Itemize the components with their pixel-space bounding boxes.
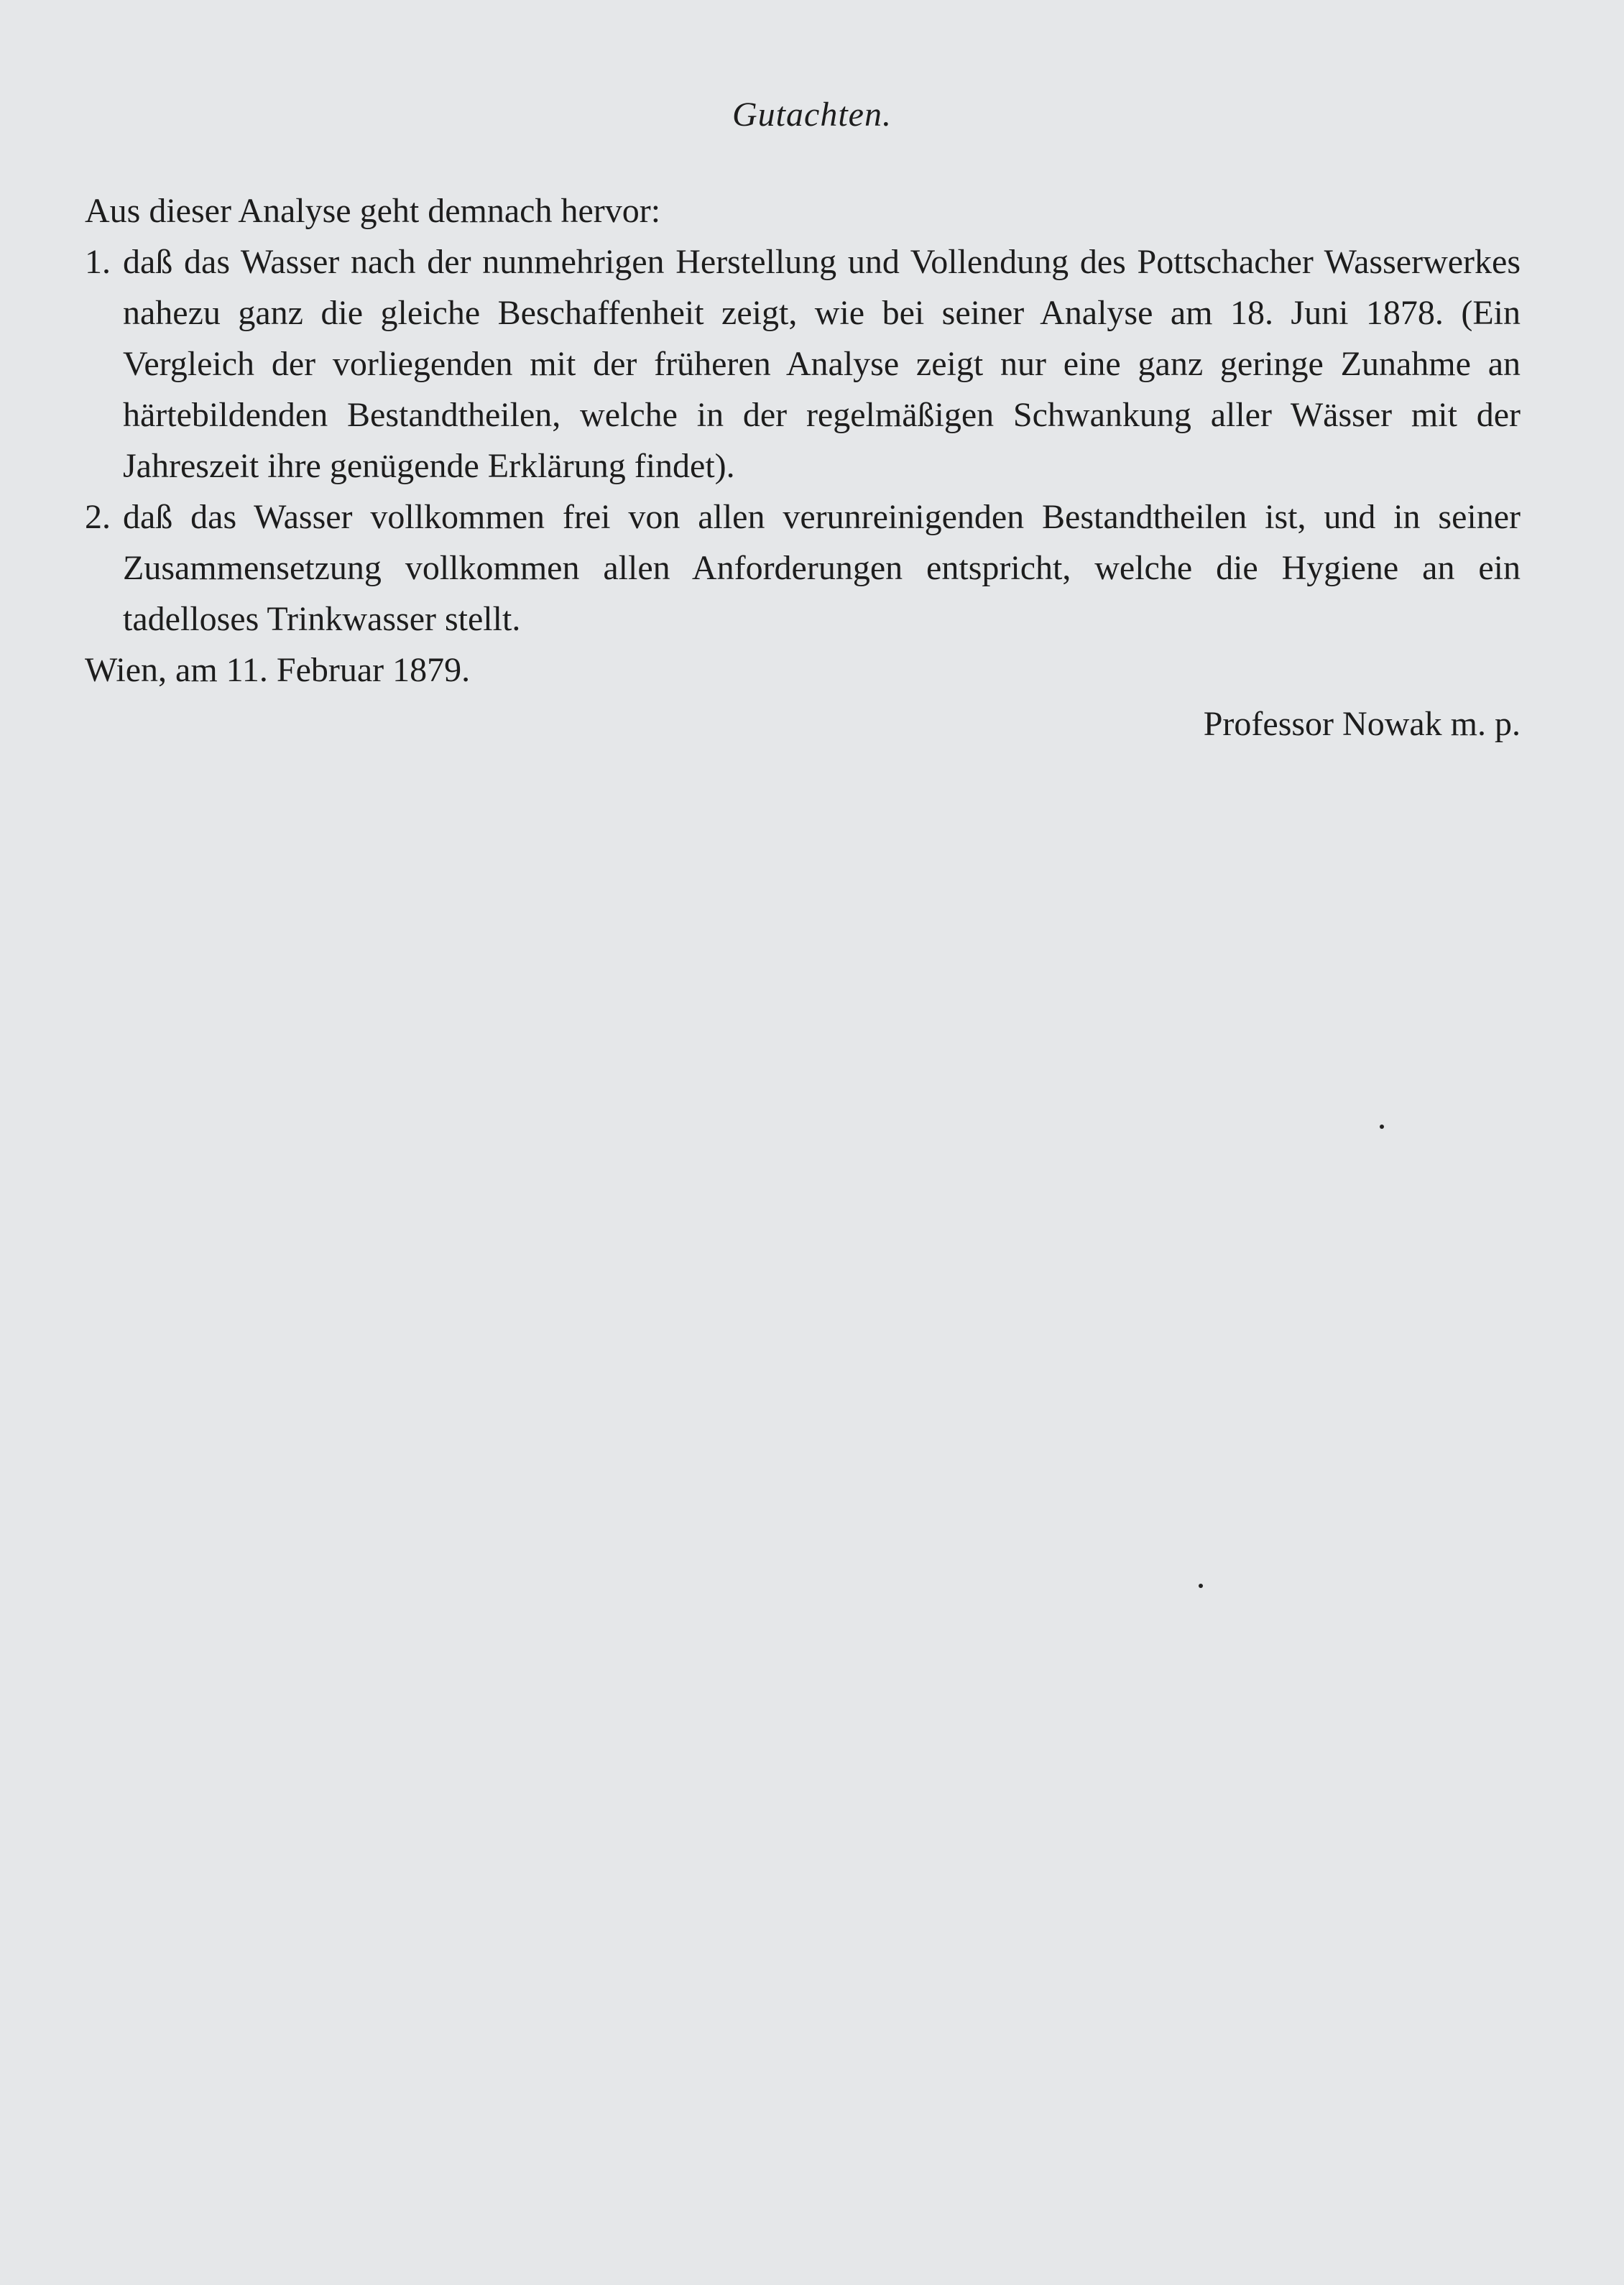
dateline: Wien, am 11. Februar 1879. — [85, 651, 471, 689]
signature: Professor Nowak m. p. — [1203, 705, 1521, 743]
ink-speck — [1199, 1584, 1203, 1588]
list-item-text: daß das Wasser nach der nunmehrigen Herstellung und Vollendung des Pottschacher Wasserwerkes nahezu ganz die gleiche Beschaffenheit zeigt, wie bei seiner Analyse am 18. Juni 1878. (Ein Vergleich der vorliegenden mit der früheren Analyse zeigt nur eine ganz geringe Zunahme an härtebildenden Bestandtheilen, welche in der regelmäßigen Schwankung aller Wässer mit der Jahreszeit ihre genügende Erklärung findet). — [123, 243, 1521, 485]
body-text — [85, 185, 1521, 749]
list-item-number: 2. — [85, 498, 111, 536]
page-heading: Gutachten. — [732, 96, 892, 134]
ink-speck — [1380, 1125, 1384, 1129]
list-item — [85, 491, 1521, 645]
list-item-text: daß das Wasser vollkommen frei von allen verunreinigenden Bestandtheilen ist, und in seiner Zusammensetzung vollkommen allen Anforderungen entspricht, welche die Hygiene an ein tadelloses Trinkwasser stellt. — [123, 498, 1521, 638]
list-item — [85, 236, 1521, 491]
list-item-number: 1. — [85, 243, 111, 281]
intro-line: Aus dieser Analyse geht demnach hervor: — [85, 192, 661, 230]
